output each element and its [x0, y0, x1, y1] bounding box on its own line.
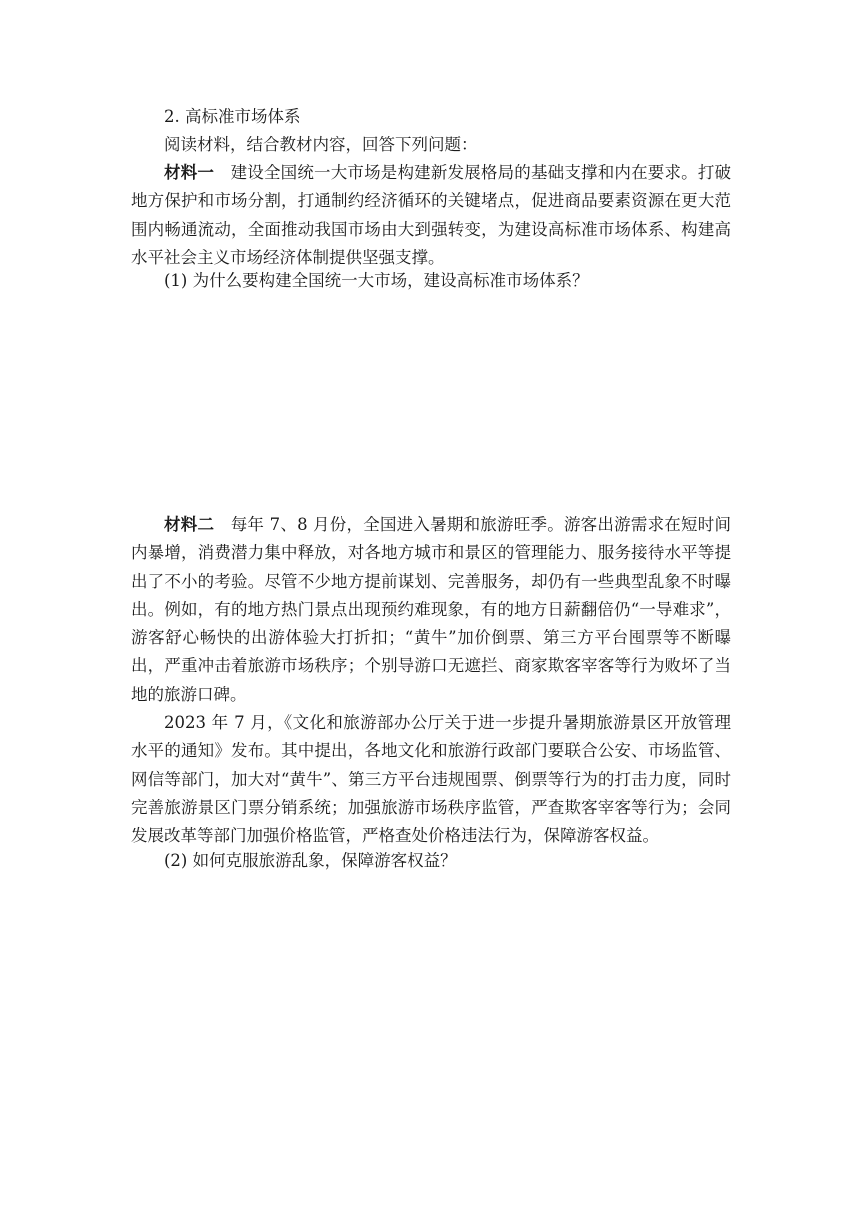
question-1: (1) 为什么要构建全国统一大市场，建设高标准市场体系？ — [164, 271, 589, 290]
material-2-text: 每年 7、8 月份，全国进入暑期和旅游旺季。游客出游需求在短时间内暴增，消费潜力集中释放，对各地方城市和景区的管理能力、服务接待水平等提出了不小的考验。尽管不少地方提前谋划、完善服务，却仍有一些典型乱象不时曝出。例如，有的地方热门景点出现预约难现象，有的地方日薪翻倍仍“一导难求”，游客舒心畅快的出游体验大打折扣；“黄牛”加价倒票、第三方平台囤票等不断曝出，严重冲击着旅游市场秩序；个别导游口无遮拦、商家欺客宰客等行为败坏了当地的旅游口碑。 — [131, 515, 731, 704]
instruction-text: 阅读材料，结合教材内容，回答下列问题： — [164, 135, 478, 154]
question-2: (2) 如何克服旅游乱象，保障游客权益？ — [164, 851, 457, 870]
material-1-label: 材料一 — [164, 163, 215, 182]
material-2-label: 材料二 — [164, 515, 215, 534]
section-title: 2. 高标准市场体系 — [164, 107, 301, 126]
material-2-paragraph — [131, 511, 731, 709]
material-2-paragraph-2: 2023 年 7 月，《文化和旅游部办公厅关于进一步提升暑期旅游景区开放管理水平的通知》发布。其中提出，各地文化和旅游行政部门要联合公安、市场监管、网信等部门，加大对“黄牛”、第三方平台违规囤票、倒票等行为的打击力度，同时完善旅游景区门票分销系统；加强旅游市场秩序监管，严查欺客宰客等行为；会同发展改革等部门加强价格监管，严格查处价格违法行为，保障游客权益。 — [131, 713, 731, 846]
material-1-text: 建设全国统一大市场是构建新发展格局的基础支撑和内在要求。打破地方保护和市场分割，打通制约经济循环的关键堵点，促进商品要素资源在更大范围内畅通流动，全面推动我国市场由大到强转变，为建设高标准市场体系、构建高水平社会主义市场经济体制提供坚强支撑。 — [131, 163, 731, 267]
material-1-paragraph — [131, 159, 731, 272]
